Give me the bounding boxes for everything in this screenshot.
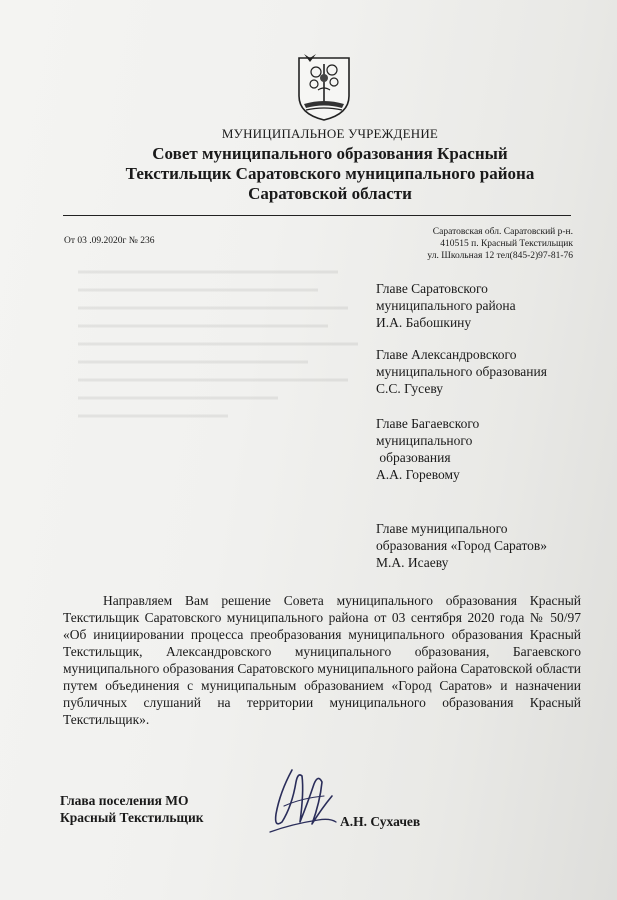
organization-name-line: Саратовской области: [248, 184, 412, 203]
address-line: ул. Школьная 12 тел(845-2)97-81-76: [427, 251, 573, 261]
recipient-line: образования: [376, 450, 451, 465]
address-line: Саратовская обл. Саратовский р-н.: [432, 227, 573, 237]
signatory-position-line: Красный Текстильщик: [60, 810, 204, 825]
show-through-texture: [78, 262, 378, 562]
recipient-line: А.А. Горевому: [376, 467, 460, 482]
signatory-name: А.Н. Сухачев: [340, 814, 421, 829]
recipient-line: С.С. Гусеву: [376, 381, 443, 396]
recipient-baboshkin: [376, 280, 516, 331]
organization-name: [60, 144, 600, 204]
recipient-line: М.А. Исаеву: [376, 555, 449, 570]
recipient-gorevoy: [376, 415, 479, 483]
document-number: От 03 .09.2020г № 236: [64, 236, 155, 246]
recipient-line: образования «Город Саратов»: [376, 538, 548, 553]
recipient-isaev: [376, 520, 547, 571]
organization-name-line: Текстильщик Саратовского муниципального района: [125, 164, 535, 183]
recipient-line: муниципального района: [376, 298, 516, 313]
organization-type: МУНИЦИПАЛЬНОЕ УЧРЕЖДЕНИЕ: [221, 126, 439, 141]
recipient-line: И.А. Бабошкину: [376, 315, 472, 330]
recipient-line: Главе Александровского: [376, 347, 517, 362]
recipient-line: Главе муниципального: [376, 521, 508, 536]
coat-of-arms-emblem: [296, 50, 352, 122]
address-line: 410515 п. Красный Текстильщик: [440, 239, 573, 249]
handwritten-signature: [262, 762, 342, 848]
recipient-gusev: [376, 346, 547, 397]
recipient-line: муниципального: [376, 433, 473, 448]
signatory-position-line: Глава поселения МО: [60, 793, 189, 808]
recipient-line: муниципального образования: [376, 364, 547, 379]
header-divider: [63, 215, 571, 216]
letter-body: Направляем Вам решение Совета муниципального образования Красный Текстильщик Саратовского муниципального района от 03 сентября 2020 года № 50/97 «Об инициировании процесса преобразования муниципального образования Красный Текстильщик, Александровского муниципального образования, Багаевского муниципального образования Саратовского муниципального района Саратовской области путем объединения с муниципальным образованием «Город Саратов» и назначении публичных слушаний на территории муниципального образования Красный Текстильщик».: [63, 593, 581, 727]
recipient-line: Главе Саратовского: [376, 281, 488, 296]
recipient-line: Главе Багаевского: [376, 416, 480, 431]
organization-address: [408, 226, 573, 262]
signatory-position: [60, 792, 204, 826]
organization-name-line: Совет муниципального образования Красный: [152, 144, 508, 163]
